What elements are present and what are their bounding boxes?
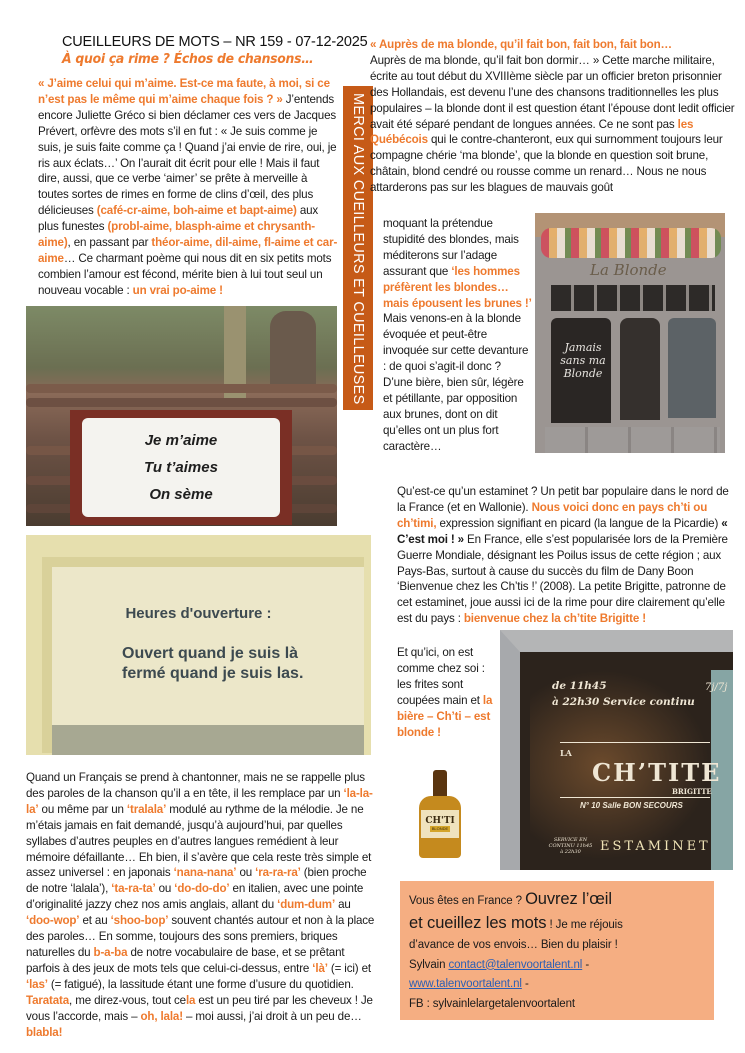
- email-link[interactable]: contact@talenvoortalent.nl: [448, 958, 583, 971]
- photo-chtite-brigitte-window: de 11h45 à 22h30 Service continu 7j/7j LA CH’TITE BRIGITTE N° 10 Salle BON SECOURS SERVICE EN CONTINU 11h45 à 22h30 ESTAMINET: [500, 630, 733, 870]
- sign-line: On sème: [149, 486, 213, 503]
- newsletter-subtitle: À quoi ça rime ? Échos de chansons…: [62, 51, 314, 67]
- blonde-paragraph: « Auprès de ma blonde, qu’il fait bon, fait bon, fait bon… Auprès de ma blonde, qu’il fait bon dormir… » Cette marche militaire, écrite au tout début du XVIIIème siècle par un officier breton prisonnier des Hollandais, est devenu l’une des chansons traditionnelles les plus populaires – la blonde dont il est question étant l’épouse dont ledit officier avait été séparé pendant de longues années. Ce ne sont pas les Québécois qui le contre-chanteront, eux qui surnomment toujours leur compagne chérie ‘ma blonde’, que la blonde en question soit brune, châtain, blond cendré ou rousse comme un renard… Nous ne nous attarderons pas sur les blagues de mauvais goût: [370, 38, 735, 195]
- website-link[interactable]: www.talenvoortalent.nl: [409, 978, 522, 990]
- facebook-handle: FB : sylvainlelargetalenvoortalent: [409, 997, 575, 1010]
- lalala-paragraph: Quand un Français se prend à chantonner, mais ne se rappelle plus des paroles de la chanson qu’il a en tête, il les remplace par un ‘la-la-la’ ou même par un ‘tralala’ modulé au rythme de la mélodie. Je ne m’étais jamais en fait demandé, jusqu’à aujourd’hui, par quelles syllabes d’autres peuples en d’autres langues remédient à leur mémoire défaillante… Eh bien, il s’avère que cela reste très simple et assez universel : en japonais ‘nana-nana’ ou ‘ra-ra-ra’ (bien proche de notre ‘lalala’), ‘ta-ra-ta’ ou ‘do-do-do’ en italien, avec une pointe d’originalité jazzy chez nos amis anglais, allant du ‘dum-dum’ au ‘doo-wop’ et au ‘shoo-bop’ souvent chantés autour et non à la place des paroles… En somme, toujours des sons premiers, briques naturelles du b-a-ba de notre vocabulaire de base, et se prêtant parfois à des jeux de mots tels que celui-ci-dessus, entre ‘là’ (= ici) et ‘las’ (= fatigué), la lassitude étant une forme d’usure du quotidien. Taratata, me direz-vous, tout cela est un peu tiré par les cheveux ! Je vous l’accorde, mais – oh, lala! – moi aussi, j’ai droit à un peu de… blabla!: [26, 771, 375, 1039]
- highlight: (probl-aime, blasph-aime et chrysanth-aime): [38, 220, 315, 250]
- window-script: Jamais sans ma Blonde: [560, 341, 606, 380]
- sign-plate: [70, 410, 292, 525]
- highlight: (café-cr-aime, boh-aime et bapt-aime): [96, 204, 297, 218]
- chez-soi-paragraph: Et qu’ici, on est comme chez soi : les frites sont coupées main et la bière – Ch’ti – est blonde !: [397, 646, 493, 739]
- prevert-quote: « J’aime celui qui m’aime. Est-ce ma faute, à moi, si ce n’est pas le même qui m’aime chaque fois ? »: [38, 77, 330, 106]
- thanks-banner: [343, 86, 373, 414]
- hours-line: fermé quand je suis las.: [122, 665, 304, 682]
- sign-line: Tu t’aimes: [144, 459, 218, 476]
- highlight: théor-aime, dil-aime, fl-aime et car-aime: [38, 236, 338, 265]
- bar-name: CH’TITE: [592, 758, 722, 787]
- photo-opening-hours-sign: [26, 535, 371, 755]
- song-quote: « Auprès de ma blonde, qu’il fait bon, fait bon, fait bon…: [370, 38, 672, 51]
- intro-paragraph: « J’aime celui qui m’aime. Est-ce ma faute, à moi, si ce n’est pas le même qui m’aime chaque fois ? » J’entends encore Juliette Gréco si bien déclamer ces vers de Jacques Prévert, orfèvre des mots s’il en fut : « Je suis comme je suis, je suis faite comme ça ! Quand j’ai envie de rire, oui, je ris aux éclats…’ On l’aurait dit écrit pour elle ! Mais il faut dire, aussi, que ce verbe ‘aimer’ se prête à merveille à toutes sortes de rimes en forme de clins d’œil, des plus délicieuses (café-cr-aime, boh-aime et bapt-aime) aux plus funestes (probl-aime, blasph-aime et chrysanth-aime), en passant par théor-aime, dil-aime, fl-aime et car-aime… Ce charmant poème qui nous dit en six petits mots combien l’amour est fécond, mérite bien à lui tout seul un nouveau vocable : un vrai po-aime !: [38, 77, 338, 297]
- beer-bottle-image: [416, 770, 464, 858]
- newsletter-title: CUEILLEURS DE MOTS – NR 159 - 07-12-2025: [62, 34, 368, 50]
- sign-line: Je m’aime: [144, 432, 218, 449]
- contact-box: Vous êtes en France ? Ouvrez l’œil et cueillez les mots ! Je me réjouis d’avance de vos envois… Bien du plaisir ! Sylvain contact@talenvoortalent.nl - www.talenvoortalent.nl - FB : sylvainlelargetalenvoortalent: [400, 881, 714, 1020]
- call-to-action: Ouvrez l’œil: [525, 890, 612, 908]
- estaminet-paragraph: Qu’est-ce qu’un estaminet ? Un petit bar populaire dans le nord de la France (et en Wallonie). Nous voici donc en pays ch’ti ou ch’timi, expression signifiant en picard (la langue de la Picardie) « C’est moi ! » En France, elle s’est popularisée lors de la Première Guerre Mondiale, désignant les Poilus issus de cette région ; aux Pays-Bas, surtout à cause du succès du film de Dany Boon ‘Bienvenue chez les Ch’tis !’ (2008). La petite Brigitte, patronne de cet estaminet, joue aussi ici de la rime pour dire clairement qu’elle est du pays : bienvenue chez la ch’tite Brigitte !: [397, 485, 729, 626]
- photo-la-blonde-bar: [535, 213, 725, 453]
- highlight: un vrai po-aime !: [132, 283, 223, 297]
- photo-garden-sign: [26, 306, 337, 526]
- banner-text: MERCI AUX CUEILLEURS ET CUEILLEUSES !: [350, 93, 366, 414]
- flower-garland: [541, 228, 721, 258]
- wooden-stump: [270, 311, 316, 391]
- hours-title: Heures d'ouverture :: [125, 605, 272, 622]
- beer-label: CH'TI BLONDE: [421, 810, 459, 838]
- shop-name: La Blonde: [590, 261, 667, 279]
- blonde-paragraph-continued: moquant la prétendue stupidité des blondes, mais méditerons sur l’adage assurant que ‘les hommes préfèrent les blondes… mais épousent les brunes !’ Mais venons-en à la blonde évoquée et peut-être invoquée sur cette devanture : de quoi s’agit-il donc ? D’une bière, bien sûr, légère et pétillante, par opposition aux brunes, dont on dit qu’elles ont un plus fort caractère…: [383, 217, 532, 453]
- hours-line: Ouvert quand je suis là: [122, 645, 299, 662]
